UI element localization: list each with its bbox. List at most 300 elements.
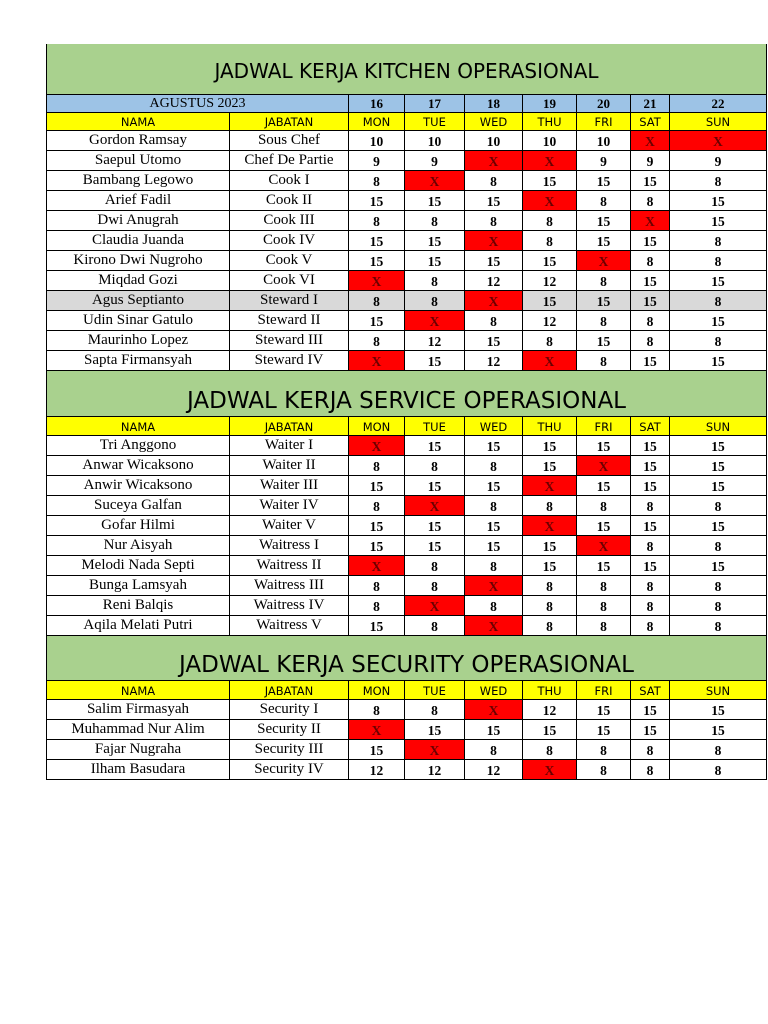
shift-hours-cell: 15 bbox=[405, 536, 465, 556]
column-header-sun: SUN bbox=[670, 113, 767, 131]
column-header-tue: TUE bbox=[405, 417, 465, 436]
column-header-tue: TUE bbox=[405, 681, 465, 700]
column-header-fri: FRI bbox=[577, 417, 631, 436]
day-off-cell: X bbox=[349, 436, 405, 456]
shift-hours-cell: 8 bbox=[349, 331, 405, 351]
employee-position: Cook II bbox=[230, 191, 349, 211]
schedule-section bbox=[46, 636, 767, 780]
shift-hours-cell: 8 bbox=[670, 616, 767, 636]
table-row bbox=[46, 616, 767, 636]
employee-position: Cook VI bbox=[230, 271, 349, 291]
shift-hours-cell: 15 bbox=[577, 720, 631, 740]
employee-position: Cook III bbox=[230, 211, 349, 231]
shift-hours-cell: 15 bbox=[631, 700, 670, 720]
shift-hours-cell: 12 bbox=[465, 271, 523, 291]
table-row bbox=[46, 536, 767, 556]
shift-hours-cell: 15 bbox=[631, 231, 670, 251]
shift-hours-cell: 15 bbox=[670, 351, 767, 371]
employee-name: Saepul Utomo bbox=[47, 151, 230, 171]
table-row bbox=[46, 151, 767, 171]
shift-hours-cell: 8 bbox=[523, 616, 577, 636]
column-header-nama: NAMA bbox=[47, 681, 230, 700]
employee-name: Nur Aisyah bbox=[47, 536, 230, 556]
shift-hours-cell: 15 bbox=[523, 456, 577, 476]
shift-hours-cell: 12 bbox=[349, 760, 405, 780]
column-header-sun: SUN bbox=[670, 417, 767, 436]
shift-hours-cell: 15 bbox=[631, 271, 670, 291]
shift-hours-cell: 15 bbox=[349, 191, 405, 211]
shift-hours-cell: 15 bbox=[577, 211, 631, 231]
shift-hours-cell: 8 bbox=[349, 211, 405, 231]
shift-hours-cell: 15 bbox=[670, 516, 767, 536]
shift-hours-cell: 8 bbox=[670, 596, 767, 616]
shift-hours-cell: 8 bbox=[405, 211, 465, 231]
shift-hours-cell: 8 bbox=[349, 576, 405, 596]
shift-hours-cell: 8 bbox=[670, 760, 767, 780]
section-title: JADWAL KERJA SECURITY OPERASIONAL bbox=[46, 636, 767, 681]
table-row bbox=[46, 436, 767, 456]
shift-hours-cell: 15 bbox=[670, 456, 767, 476]
shift-hours-cell: 15 bbox=[465, 476, 523, 496]
shift-hours-cell: 15 bbox=[465, 191, 523, 211]
shift-hours-cell: 15 bbox=[631, 720, 670, 740]
day-off-cell: X bbox=[577, 456, 631, 476]
shift-hours-cell: 15 bbox=[631, 351, 670, 371]
shift-hours-cell: 8 bbox=[631, 740, 670, 760]
shift-hours-cell: 15 bbox=[577, 331, 631, 351]
table-row bbox=[46, 191, 767, 211]
shift-hours-cell: 8 bbox=[523, 496, 577, 516]
day-off-cell: X bbox=[405, 496, 465, 516]
day-off-cell: X bbox=[465, 291, 523, 311]
day-off-cell: X bbox=[405, 311, 465, 331]
column-header-nama: NAMA bbox=[47, 417, 230, 436]
employee-name: Miqdad Gozi bbox=[47, 271, 230, 291]
column-header-sat: SAT bbox=[631, 681, 670, 700]
column-header-wed: WED bbox=[465, 113, 523, 131]
shift-hours-cell: 10 bbox=[405, 131, 465, 151]
column-header-wed: WED bbox=[465, 681, 523, 700]
day-off-cell: X bbox=[465, 151, 523, 171]
shift-hours-cell: 8 bbox=[523, 231, 577, 251]
shift-hours-cell: 10 bbox=[577, 131, 631, 151]
employee-position: Steward III bbox=[230, 331, 349, 351]
table-row bbox=[46, 700, 767, 720]
employee-position: Waiter III bbox=[230, 476, 349, 496]
day-off-cell: X bbox=[523, 760, 577, 780]
shift-hours-cell: 8 bbox=[670, 291, 767, 311]
shift-hours-cell: 8 bbox=[577, 740, 631, 760]
shift-hours-cell: 15 bbox=[577, 171, 631, 191]
shift-hours-cell: 15 bbox=[523, 171, 577, 191]
column-header-jabatan: JABATAN bbox=[230, 417, 349, 436]
shift-hours-cell: 15 bbox=[465, 516, 523, 536]
column-header-row bbox=[46, 113, 767, 131]
date-cell: 17 bbox=[405, 95, 465, 113]
date-cell: 18 bbox=[465, 95, 523, 113]
day-off-cell: X bbox=[670, 131, 767, 151]
day-off-cell: X bbox=[577, 536, 631, 556]
shift-hours-cell: 15 bbox=[577, 291, 631, 311]
shift-hours-cell: 8 bbox=[465, 596, 523, 616]
day-off-cell: X bbox=[631, 211, 670, 231]
day-off-cell: X bbox=[465, 700, 523, 720]
shift-hours-cell: 8 bbox=[631, 760, 670, 780]
shift-hours-cell: 15 bbox=[405, 191, 465, 211]
employee-position: Cook IV bbox=[230, 231, 349, 251]
shift-hours-cell: 15 bbox=[631, 436, 670, 456]
shift-hours-cell: 10 bbox=[465, 131, 523, 151]
table-row bbox=[46, 760, 767, 780]
shift-hours-cell: 15 bbox=[465, 536, 523, 556]
shift-hours-cell: 15 bbox=[465, 331, 523, 351]
employee-name: Fajar Nugraha bbox=[47, 740, 230, 760]
shift-hours-cell: 8 bbox=[405, 556, 465, 576]
column-header-mon: MON bbox=[349, 417, 405, 436]
column-header-fri: FRI bbox=[577, 681, 631, 700]
column-header-thu: THU bbox=[523, 113, 577, 131]
column-header-row bbox=[46, 417, 767, 436]
employee-name: Aqila Melati Putri bbox=[47, 616, 230, 636]
shift-hours-cell: 8 bbox=[670, 740, 767, 760]
shift-hours-cell: 15 bbox=[349, 740, 405, 760]
day-off-cell: X bbox=[405, 596, 465, 616]
employee-name: Udin Sinar Gatulo bbox=[47, 311, 230, 331]
shift-hours-cell: 8 bbox=[405, 700, 465, 720]
shift-hours-cell: 15 bbox=[523, 536, 577, 556]
shift-hours-cell: 8 bbox=[465, 311, 523, 331]
column-header-mon: MON bbox=[349, 681, 405, 700]
shift-hours-cell: 9 bbox=[577, 151, 631, 171]
shift-hours-cell: 8 bbox=[670, 251, 767, 271]
day-off-cell: X bbox=[465, 231, 523, 251]
employee-position: Steward IV bbox=[230, 351, 349, 371]
shift-hours-cell: 8 bbox=[465, 456, 523, 476]
shift-hours-cell: 8 bbox=[465, 211, 523, 231]
table-row bbox=[46, 171, 767, 191]
day-off-cell: X bbox=[465, 576, 523, 596]
work-schedule-document bbox=[46, 44, 767, 780]
shift-hours-cell: 15 bbox=[405, 516, 465, 536]
shift-hours-cell: 15 bbox=[631, 291, 670, 311]
employee-position: Waitress III bbox=[230, 576, 349, 596]
shift-hours-cell: 15 bbox=[631, 556, 670, 576]
employee-name: Salim Firmasyah bbox=[47, 700, 230, 720]
table-row bbox=[46, 251, 767, 271]
column-header-tue: TUE bbox=[405, 113, 465, 131]
column-header-wed: WED bbox=[465, 417, 523, 436]
employee-position: Sous Chef bbox=[230, 131, 349, 151]
shift-hours-cell: 8 bbox=[670, 576, 767, 596]
column-header-thu: THU bbox=[523, 681, 577, 700]
shift-hours-cell: 8 bbox=[631, 596, 670, 616]
date-cell: 21 bbox=[631, 95, 670, 113]
employee-position: Waitress II bbox=[230, 556, 349, 576]
table-row bbox=[46, 596, 767, 616]
employee-name: Anwar Wicaksono bbox=[47, 456, 230, 476]
column-header-mon: MON bbox=[349, 113, 405, 131]
shift-hours-cell: 8 bbox=[577, 271, 631, 291]
shift-hours-cell: 15 bbox=[405, 351, 465, 371]
table-row bbox=[46, 476, 767, 496]
employee-name: Ilham Basudara bbox=[47, 760, 230, 780]
date-cell: 19 bbox=[523, 95, 577, 113]
shift-hours-cell: 12 bbox=[405, 331, 465, 351]
day-off-cell: X bbox=[465, 616, 523, 636]
day-off-cell: X bbox=[523, 191, 577, 211]
shift-hours-cell: 8 bbox=[670, 496, 767, 516]
shift-hours-cell: 15 bbox=[405, 251, 465, 271]
column-header-sat: SAT bbox=[631, 417, 670, 436]
shift-hours-cell: 15 bbox=[631, 171, 670, 191]
shift-hours-cell: 8 bbox=[577, 596, 631, 616]
table-row bbox=[46, 131, 767, 151]
shift-hours-cell: 15 bbox=[349, 251, 405, 271]
shift-hours-cell: 8 bbox=[631, 251, 670, 271]
shift-hours-cell: 8 bbox=[465, 740, 523, 760]
employee-position: Security I bbox=[230, 700, 349, 720]
shift-hours-cell: 8 bbox=[349, 700, 405, 720]
shift-hours-cell: 15 bbox=[349, 516, 405, 536]
table-row bbox=[46, 740, 767, 760]
column-header-thu: THU bbox=[523, 417, 577, 436]
employee-position: Waitress IV bbox=[230, 596, 349, 616]
shift-hours-cell: 15 bbox=[670, 476, 767, 496]
shift-hours-cell: 8 bbox=[349, 171, 405, 191]
shift-hours-cell: 8 bbox=[631, 496, 670, 516]
shift-hours-cell: 8 bbox=[465, 496, 523, 516]
day-off-cell: X bbox=[405, 740, 465, 760]
shift-hours-cell: 8 bbox=[577, 311, 631, 331]
shift-hours-cell: 15 bbox=[349, 311, 405, 331]
column-header-jabatan: JABATAN bbox=[230, 113, 349, 131]
shift-hours-cell: 15 bbox=[670, 311, 767, 331]
shift-hours-cell: 15 bbox=[465, 720, 523, 740]
shift-hours-cell: 12 bbox=[465, 351, 523, 371]
day-off-cell: X bbox=[523, 476, 577, 496]
shift-hours-cell: 12 bbox=[523, 700, 577, 720]
day-off-cell: X bbox=[631, 131, 670, 151]
shift-hours-cell: 15 bbox=[523, 720, 577, 740]
shift-hours-cell: 15 bbox=[670, 700, 767, 720]
section-title: JADWAL KERJA KITCHEN OPERASIONAL bbox=[46, 44, 767, 95]
shift-hours-cell: 8 bbox=[577, 351, 631, 371]
shift-hours-cell: 15 bbox=[405, 476, 465, 496]
shift-hours-cell: 10 bbox=[349, 131, 405, 151]
day-off-cell: X bbox=[349, 271, 405, 291]
employee-name: Maurinho Lopez bbox=[47, 331, 230, 351]
shift-hours-cell: 15 bbox=[631, 516, 670, 536]
shift-hours-cell: 12 bbox=[405, 760, 465, 780]
employee-position: Waiter I bbox=[230, 436, 349, 456]
shift-hours-cell: 8 bbox=[577, 760, 631, 780]
shift-hours-cell: 8 bbox=[631, 616, 670, 636]
shift-hours-cell: 15 bbox=[405, 436, 465, 456]
shift-hours-cell: 15 bbox=[670, 436, 767, 456]
shift-hours-cell: 8 bbox=[405, 616, 465, 636]
table-row bbox=[46, 291, 767, 311]
shift-hours-cell: 15 bbox=[670, 720, 767, 740]
employee-position: Steward II bbox=[230, 311, 349, 331]
employee-position: Chef De Partie bbox=[230, 151, 349, 171]
shift-hours-cell: 8 bbox=[523, 740, 577, 760]
employee-position: Waitress V bbox=[230, 616, 349, 636]
shift-hours-cell: 9 bbox=[670, 151, 767, 171]
table-row bbox=[46, 720, 767, 740]
day-off-cell: X bbox=[523, 151, 577, 171]
employee-name: Dwi Anugrah bbox=[47, 211, 230, 231]
employee-position: Cook I bbox=[230, 171, 349, 191]
shift-hours-cell: 8 bbox=[523, 576, 577, 596]
schedule-section bbox=[46, 44, 767, 371]
employee-position: Cook V bbox=[230, 251, 349, 271]
table-row bbox=[46, 496, 767, 516]
employee-name: Tri Anggono bbox=[47, 436, 230, 456]
date-cell: 16 bbox=[349, 95, 405, 113]
shift-hours-cell: 15 bbox=[670, 211, 767, 231]
employee-position: Waitress I bbox=[230, 536, 349, 556]
column-header-fri: FRI bbox=[577, 113, 631, 131]
employee-name: Bunga Lamsyah bbox=[47, 576, 230, 596]
date-row bbox=[46, 95, 767, 113]
shift-hours-cell: 8 bbox=[523, 331, 577, 351]
employee-name: Arief Fadil bbox=[47, 191, 230, 211]
employee-position: Waiter V bbox=[230, 516, 349, 536]
shift-hours-cell: 12 bbox=[523, 271, 577, 291]
shift-hours-cell: 15 bbox=[405, 231, 465, 251]
column-header-row bbox=[46, 681, 767, 700]
day-off-cell: X bbox=[523, 516, 577, 536]
shift-hours-cell: 8 bbox=[349, 596, 405, 616]
shift-hours-cell: 15 bbox=[670, 556, 767, 576]
table-row bbox=[46, 516, 767, 536]
shift-hours-cell: 8 bbox=[631, 191, 670, 211]
employee-position: Security II bbox=[230, 720, 349, 740]
shift-hours-cell: 15 bbox=[631, 476, 670, 496]
employee-name: Agus Septianto bbox=[47, 291, 230, 311]
shift-hours-cell: 8 bbox=[670, 331, 767, 351]
shift-hours-cell: 15 bbox=[349, 536, 405, 556]
column-header-sun: SUN bbox=[670, 681, 767, 700]
shift-hours-cell: 8 bbox=[523, 211, 577, 231]
shift-hours-cell: 15 bbox=[577, 700, 631, 720]
shift-hours-cell: 15 bbox=[577, 476, 631, 496]
day-off-cell: X bbox=[349, 556, 405, 576]
employee-name: Claudia Juanda bbox=[47, 231, 230, 251]
table-row bbox=[46, 556, 767, 576]
shift-hours-cell: 8 bbox=[670, 536, 767, 556]
shift-hours-cell: 15 bbox=[523, 556, 577, 576]
day-off-cell: X bbox=[349, 720, 405, 740]
shift-hours-cell: 15 bbox=[523, 291, 577, 311]
shift-hours-cell: 8 bbox=[405, 291, 465, 311]
employee-position: Waiter IV bbox=[230, 496, 349, 516]
employee-name: Muhammad Nur Alim bbox=[47, 720, 230, 740]
shift-hours-cell: 15 bbox=[349, 476, 405, 496]
section-title: JADWAL KERJA SERVICE OPERASIONAL bbox=[46, 371, 767, 417]
shift-hours-cell: 8 bbox=[670, 171, 767, 191]
shift-hours-cell: 15 bbox=[577, 556, 631, 576]
employee-name: Gordon Ramsay bbox=[47, 131, 230, 151]
table-row bbox=[46, 456, 767, 476]
shift-hours-cell: 15 bbox=[577, 516, 631, 536]
table-row bbox=[46, 231, 767, 251]
table-row bbox=[46, 331, 767, 351]
shift-hours-cell: 8 bbox=[405, 271, 465, 291]
shift-hours-cell: 15 bbox=[670, 271, 767, 291]
shift-hours-cell: 8 bbox=[631, 311, 670, 331]
employee-position: Steward I bbox=[230, 291, 349, 311]
shift-hours-cell: 8 bbox=[631, 576, 670, 596]
shift-hours-cell: 12 bbox=[465, 760, 523, 780]
shift-hours-cell: 8 bbox=[577, 616, 631, 636]
shift-hours-cell: 10 bbox=[523, 131, 577, 151]
shift-hours-cell: 8 bbox=[577, 191, 631, 211]
shift-hours-cell: 9 bbox=[405, 151, 465, 171]
employee-name: Kirono Dwi Nugroho bbox=[47, 251, 230, 271]
shift-hours-cell: 8 bbox=[349, 456, 405, 476]
day-off-cell: X bbox=[349, 351, 405, 371]
shift-hours-cell: 8 bbox=[577, 576, 631, 596]
table-row bbox=[46, 311, 767, 331]
employee-position: Security IV bbox=[230, 760, 349, 780]
shift-hours-cell: 15 bbox=[577, 231, 631, 251]
column-header-nama: NAMA bbox=[47, 113, 230, 131]
day-off-cell: X bbox=[577, 251, 631, 271]
employee-name: Anwir Wicaksono bbox=[47, 476, 230, 496]
shift-hours-cell: 8 bbox=[465, 171, 523, 191]
shift-hours-cell: 8 bbox=[631, 331, 670, 351]
shift-hours-cell: 15 bbox=[349, 616, 405, 636]
shift-hours-cell: 15 bbox=[465, 251, 523, 271]
column-header-jabatan: JABATAN bbox=[230, 681, 349, 700]
shift-hours-cell: 15 bbox=[523, 436, 577, 456]
month-label: AGUSTUS 2023 bbox=[47, 95, 349, 113]
shift-hours-cell: 15 bbox=[349, 231, 405, 251]
column-header-sat: SAT bbox=[631, 113, 670, 131]
employee-name: Gofar Hilmi bbox=[47, 516, 230, 536]
shift-hours-cell: 8 bbox=[349, 496, 405, 516]
employee-name: Bambang Legowo bbox=[47, 171, 230, 191]
shift-hours-cell: 15 bbox=[631, 456, 670, 476]
date-cell: 22 bbox=[670, 95, 767, 113]
table-row bbox=[46, 576, 767, 596]
employee-name: Melodi Nada Septi bbox=[47, 556, 230, 576]
shift-hours-cell: 12 bbox=[523, 311, 577, 331]
shift-hours-cell: 9 bbox=[631, 151, 670, 171]
shift-hours-cell: 8 bbox=[577, 496, 631, 516]
shift-hours-cell: 8 bbox=[405, 576, 465, 596]
table-row bbox=[46, 351, 767, 371]
table-row bbox=[46, 211, 767, 231]
day-off-cell: X bbox=[523, 351, 577, 371]
shift-hours-cell: 8 bbox=[631, 536, 670, 556]
employee-name: Suceya Galfan bbox=[47, 496, 230, 516]
shift-hours-cell: 15 bbox=[405, 720, 465, 740]
employee-position: Waiter II bbox=[230, 456, 349, 476]
shift-hours-cell: 8 bbox=[465, 556, 523, 576]
shift-hours-cell: 15 bbox=[523, 251, 577, 271]
shift-hours-cell: 8 bbox=[349, 291, 405, 311]
shift-hours-cell: 8 bbox=[670, 231, 767, 251]
shift-hours-cell: 8 bbox=[405, 456, 465, 476]
day-off-cell: X bbox=[405, 171, 465, 191]
date-cell: 20 bbox=[577, 95, 631, 113]
shift-hours-cell: 15 bbox=[577, 436, 631, 456]
employee-position: Security III bbox=[230, 740, 349, 760]
schedule-section bbox=[46, 371, 767, 636]
shift-hours-cell: 15 bbox=[465, 436, 523, 456]
